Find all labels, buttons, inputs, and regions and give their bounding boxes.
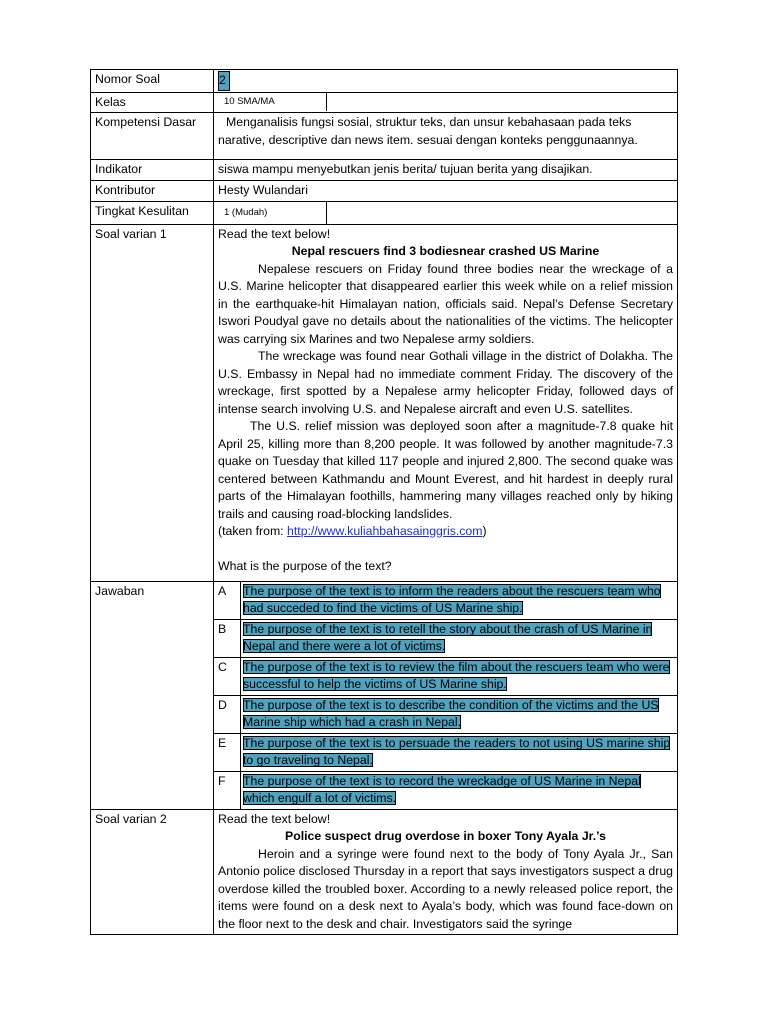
soal2-content	[214, 809, 678, 935]
source-suffix: )	[482, 524, 487, 538]
soal2-title: Police suspect drug overdose in boxer Tony Ayala Jr.’s	[285, 829, 606, 843]
kelas-box	[218, 93, 579, 111]
indikator-label: Indikator	[91, 160, 214, 181]
soal2-paragraph-1: Heroin and a syringe were found next to the body of Tony Ayala Jr., San Antonio police disclosed Thursday in a report that says investigators suspect a drug overdose killed the troubled boxer. According to a newly released police report, the items were found on a desk next to Ayala’s body, which was found face-down on the floor next to the desk and chair. Investigators said the syringe	[218, 846, 673, 931]
nomor-soal-value	[214, 70, 678, 93]
option-text: The purpose of the text is to describe the condition of the victims and the US Marine ship which had a crash in Nepal.	[243, 697, 659, 729]
row-nomor-soal	[91, 70, 678, 93]
option-letter: B	[214, 620, 241, 657]
option-c[interactable]	[214, 658, 677, 696]
soal2-label: Soal varian 2	[91, 809, 214, 935]
kelas-label: Kelas	[91, 92, 214, 113]
option-d[interactable]	[214, 696, 677, 734]
soal1-label: Soal varian 1	[91, 224, 214, 581]
row-soal-varian-2	[91, 809, 678, 935]
option-e[interactable]	[214, 734, 677, 772]
jawaban-options	[214, 581, 678, 809]
option-a[interactable]	[214, 582, 677, 620]
option-letter: D	[214, 696, 241, 733]
soal1-source	[218, 523, 673, 541]
kelas-cell	[214, 92, 678, 113]
option-text: The purpose of the text is to inform the readers about the rescuers team who had succeded to find the victims of US Marine ship.	[243, 583, 661, 615]
kompetensi-value: Menganalisis fungsi sosial, struktur teks, dan unsur kebahasaan pada teks narative, descriptive dan news item. sesuai dengan konteks penggunaannya.	[214, 113, 678, 160]
nomor-soal-number: 2	[218, 71, 230, 91]
option-text: The purpose of the text is to persuade the readers to not using US marine ship to go traveling to Nepal.	[243, 735, 671, 767]
source-link[interactable]: http://www.kuliahbahasainggris.com	[287, 524, 483, 538]
soal1-question: What is the purpose of the text?	[218, 558, 392, 573]
soal1-content	[214, 224, 678, 581]
row-kelas	[91, 92, 678, 113]
tingkat-box	[218, 202, 339, 224]
row-soal-varian-1	[91, 224, 678, 581]
soal1-paragraph-1: Nepalese rescuers on Friday found three bodies near the wreckage of a U.S. Marine helicopter that disappeared earlier this week while on a relief mission in the earthquake-hit Himalayan nation, officials said. Nepal’s Defense Secretary Iswori Poudyal gave no details about the nationalities of the victims. The helicopter was carrying six Marines and two Nepalese army soldiers.	[218, 261, 673, 346]
indikator-value: siswa mampu menyebutkan jenis berita/ tujuan berita yang disajikan.	[214, 160, 678, 181]
question-card	[90, 69, 678, 935]
soal1-intro: Read the text below!	[218, 226, 331, 241]
soal2-intro: Read the text below!	[218, 811, 331, 826]
tingkat-value: 1 (Mudah)	[218, 202, 327, 224]
row-indikator	[91, 160, 678, 181]
nomor-soal-label: Nomor Soal	[91, 70, 214, 93]
option-b[interactable]	[214, 620, 677, 658]
tingkat-cell	[214, 201, 678, 224]
option-letter: F	[214, 772, 241, 809]
question-table	[90, 69, 678, 935]
option-letter: A	[214, 582, 241, 619]
row-kontributor	[91, 180, 678, 201]
option-letter: E	[214, 734, 241, 771]
row-kompetensi	[91, 113, 678, 160]
kelas-value: 10 SMA/MA	[218, 93, 327, 111]
option-text: The purpose of the text is to record the wreckadge of US Marine in Nepal which engulf a lot of victims.	[243, 773, 641, 805]
tingkat-label: Tingkat Kesulitan	[91, 201, 214, 224]
kontributor-value: Hesty Wulandari	[214, 180, 678, 201]
soal1-paragraph-2: The wreckage was found near Gothali village in the district of Dolakha. The U.S. Embassy in Nepal had no immediate comment Friday. The discovery of the wreckage, first spotted by a Nepalese army helicopter Friday, followed days of intense search involving U.S. and Nepalese aircraft and even U.S. satellites.	[218, 349, 673, 416]
row-tingkat	[91, 201, 678, 224]
soal1-title: Nepal rescuers find 3 bodiesnear crashed US Marine	[291, 244, 600, 258]
jawaban-label: Jawaban	[91, 581, 214, 809]
option-f[interactable]	[214, 772, 677, 809]
option-letter: C	[214, 658, 241, 695]
kontributor-label: Kontributor	[91, 180, 214, 201]
option-text: The purpose of the text is to review the film about the rescuers team who were successful to help the victims of US Marine ship.	[243, 659, 670, 691]
soal1-paragraph-3: The U.S. relief mission was deployed soon after a magnitude-7.8 quake hit April 25, killing more than 8,200 people. It was followed by another magnitude-7.3 quake on Tuesday that killed 117 people and injured 2,800. The second quake was centered between Kathmandu and Mount Everest, and hit hardest in deeply rural parts of the Himalayan foothills, hammering many villages reached only by hiking trails and causing road-blocking landslides.	[218, 419, 673, 521]
option-text: The purpose of the text is to retell the story about the crash of US Marine in Nepal and there were a lot of victims.	[243, 621, 653, 653]
kompetensi-label: Kompetensi Dasar	[91, 113, 214, 160]
source-prefix: (taken from:	[218, 524, 288, 538]
row-jawaban	[91, 581, 678, 809]
